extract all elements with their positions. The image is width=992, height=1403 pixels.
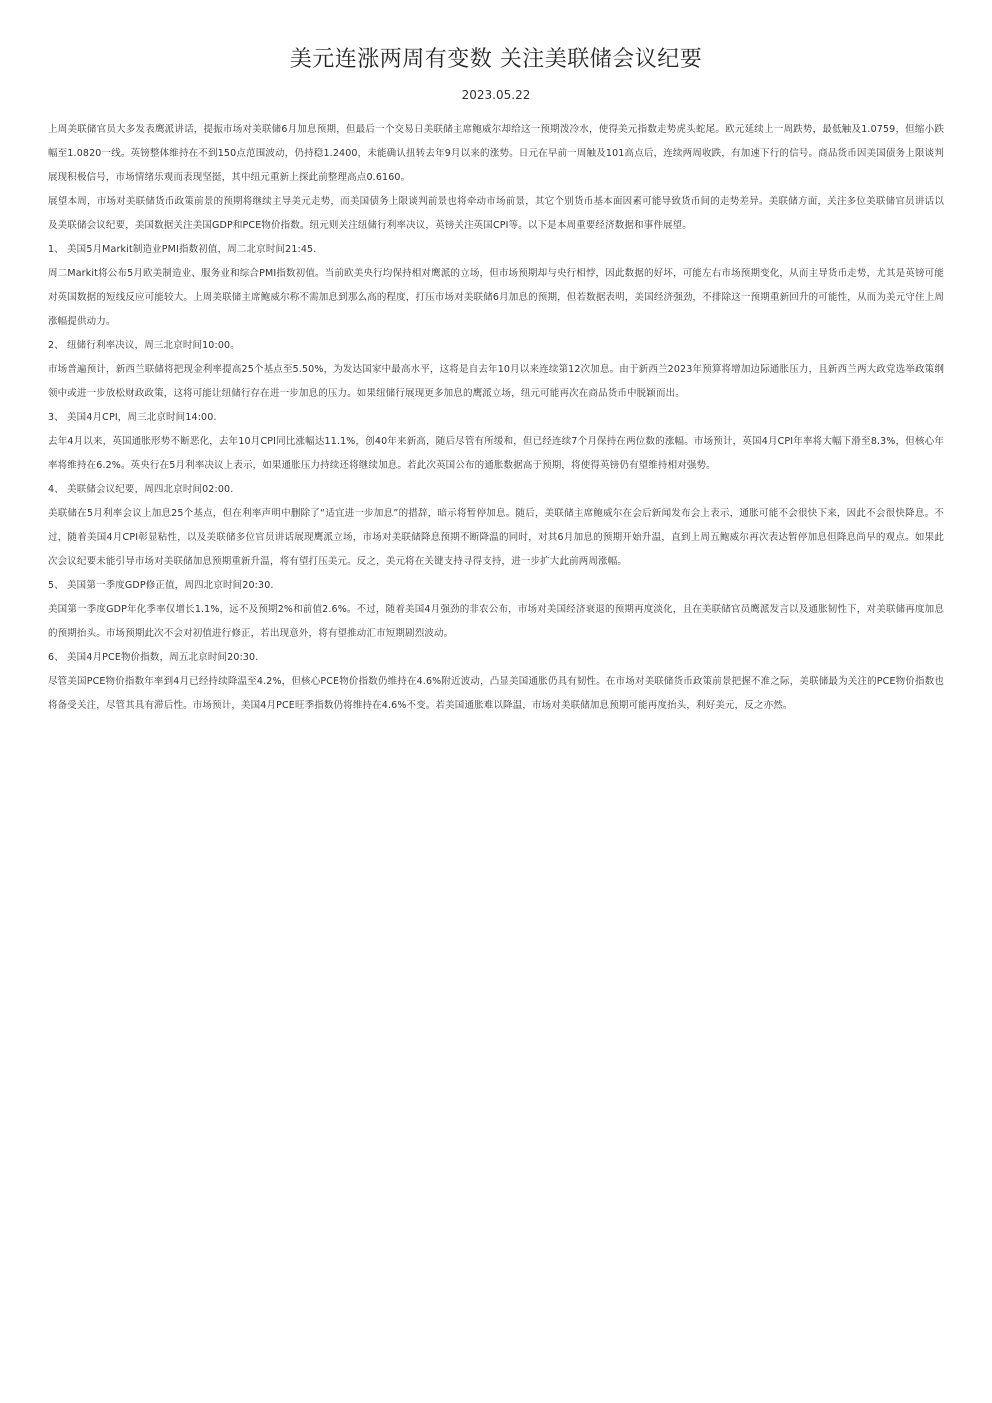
publish-date: 2023.05.22 bbox=[461, 88, 531, 102]
paragraph-item-3: 去年4月以来，英国通胀形势不断恶化，去年10月CPI同比涨幅达11.1%，创40年来新高，随后尽管有所缓和，但已经连续7个月保持在两位数的涨幅。市场预计，英国4月CPI年率将大幅下滑至8.3%，但核心年率将维持在6.2%。英央行在5月利率决议上表示，如果通胀压力持续还将继续加息。若此次英国公布的通胀数据高于预期，将使得英镑仍有望维持相对强势。 bbox=[48, 436, 944, 471]
paragraph-item-2: 市场普遍预计，新西兰联储将把现金利率提高25个基点至5.50%，为发达国家中最高水平，这将是自去年10月以来连续第12次加息。由于新西兰2023年预算将增加边际通胀压力，且新西兰两大政党选举政策纲领中或进一步放松财政政策，这将可能让纽储行存在进一步加息的压力。如果纽储行展现更多加息的鹰派立场，纽元可能再次在商品货币中脱颖而出。 bbox=[48, 364, 944, 399]
page-title: 美元连涨两周有变数 关注美联储会议纪要 bbox=[289, 47, 703, 72]
paragraph-intro: 上周美联储官员大多发表鹰派讲话，提振市场对美联储6月加息预期，但最后一个交易日美联储主席鲍威尔却给这一预期泼冷水，使得美元指数走势虎头蛇尾。欧元延续上一周跌势，最低触及1.0759，但缩小跌幅至1.0820一线。英镑整体维持在不到150点范围波动，仍持稳1.2400，未能确认扭转去年9月以来的涨势。日元在早前一周触及101高点后，连续两周收跌，有加速下行的信号。商品货币因美国债务上限谈判展现积极信号，市场情绪乐观而表现坚挺，其中纽元重新上探此前整理高点0.6160。 bbox=[48, 124, 944, 183]
heading-item-6: 6、 美国4月PCE物价指数，周五北京时间20:30. bbox=[48, 652, 259, 663]
paragraph-item-6: 尽管美国PCE物价指数年率到4月已经持续降温至4.2%，但核心PCE物价指数仍维持在4.6%附近波动，凸显美国通胀仍具有韧性。在市场对美联储货币政策前景把握不准之际，美联储最为关注的PCE物价指数也将备受关注，尽管其具有滞后性。市场预计，美国4月PCE旺季指数仍将维持在4.6%不变。若美国通胀难以降温，市场对美联储加息预期可能再度抬头，利好美元，反之亦然。 bbox=[48, 676, 944, 711]
heading-item-4: 4、 美联储会议纪要，周四北京时间02:00. bbox=[48, 484, 234, 495]
heading-item-3: 3、 美国4月CPI，周三北京时间14:00. bbox=[48, 412, 217, 423]
paragraph-item-1: 周二Markit将公布5月欧美制造业、服务业和综合PMI指数初值。当前欧美央行均保持相对鹰派的立场，但市场预期却与央行相悖，因此数据的好坏，可能左右市场预期变化，从而主导货币走势，尤其是英镑可能对英国数据的短线反应可能较大。上周美联储主席鲍威尔称不需加息到那么高的程度，打压市场对美联储6月加息的预期，但若数据表明，美国经济强劲，不排除这一预期重新回升的可能性，从而为美元守住上周涨幅提供动力。 bbox=[48, 268, 944, 327]
heading-item-1: 1、 美国5月Markit制造业PMI指数初值，周二北京时间21:45. bbox=[48, 244, 317, 255]
paragraph-item-4: 美联储在5月利率会议上加息25个基点，但在利率声明中删除了“适宜进一步加息”的措辞，暗示将暂停加息。随后，美联储主席鲍威尔在会后新闻发布会上表示，通胀可能不会很快下来，因此不会很快降息。不过，随着美国4月CPI彰显粘性，以及美联储多位官员讲话展现鹰派立场，市场对美联储降息预期不断降温的同时，对其6月加息的预期开始升温，直到上周五鲍威尔再次表达暂停加息但降息尚早的观点。如果此次会议纪要未能引导市场对美联储加息预期重新升温，将有望打压美元。反之，美元将在关键支持寻得支持，进一步扩大此前两周涨幅。 bbox=[48, 508, 944, 567]
heading-item-5: 5、 美国第一季度GDP修正值，周四北京时间20:30. bbox=[48, 580, 274, 591]
paragraph-item-5: 美国第一季度GDP年化季率仅增长1.1%，远不及预期2%和前值2.6%。不过，随着美国4月强劲的非农公布，市场对美国经济衰退的预期再度淡化，且在美联储官员鹰派发言以及通胀韧性下，对美联储再度加息的预期抬头。市场预期此次不会对初值进行修正，若出现意外，将有望推动汇市短期剧烈波动。 bbox=[48, 604, 944, 639]
heading-item-2: 2、 纽储行利率决议，周三北京时间10:00。 bbox=[48, 340, 240, 351]
paragraph-outlook: 展望本周，市场对美联储货币政策前景的预期将继续主导美元走势，而美国债务上限谈判前景也将牵动市场前景，其它个别货币基本面因素可能导致货币间的走势差异。美联储方面，关注多位美联储官员讲话以及美联储会议纪要，美国数据关注美国GDP和PCE物价指数。纽元则关注纽储行利率决议，英镑关注英国CPI等。以下是本周重要经济数据和事件展望。 bbox=[48, 196, 944, 231]
article-body bbox=[48, 118, 944, 718]
